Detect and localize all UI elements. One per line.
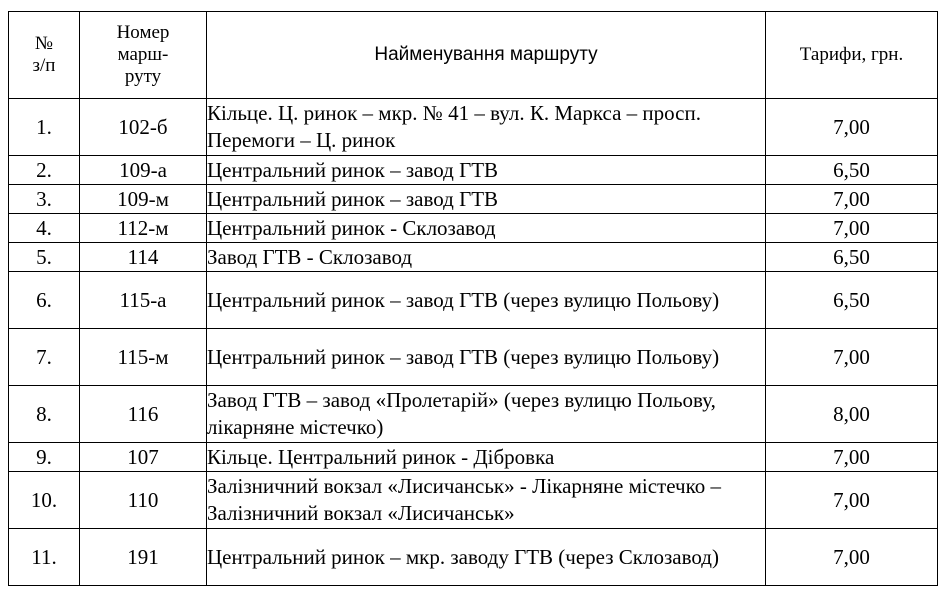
table-row xyxy=(9,185,938,214)
row-num: 1. xyxy=(9,99,80,156)
row-route-number: 109-м xyxy=(80,185,207,214)
row-num: 11. xyxy=(9,529,80,586)
row-route-number: 115-а xyxy=(80,272,207,329)
table-row xyxy=(9,99,938,156)
row-route-number: 102-б xyxy=(80,99,207,156)
row-route-number: 109-а xyxy=(80,156,207,185)
row-tariff: 7,00 xyxy=(766,472,938,529)
table-row xyxy=(9,472,938,529)
table-header-row xyxy=(9,12,938,99)
row-route-name: Завод ГТВ – завод «Пролетарій» (через вулицю Польову, лікарняне містечко) xyxy=(207,386,766,443)
row-tariff: 8,00 xyxy=(766,386,938,443)
row-route-name: Центральний ринок – завод ГТВ (через вулицю Польову) xyxy=(207,329,766,386)
row-num: 5. xyxy=(9,243,80,272)
row-route-number: 112-м xyxy=(80,214,207,243)
table-row xyxy=(9,386,938,443)
row-num: 8. xyxy=(9,386,80,443)
row-tariff: 7,00 xyxy=(766,529,938,586)
table-row xyxy=(9,529,938,586)
row-tariff: 7,00 xyxy=(766,214,938,243)
row-route-name: Залізничний вокзал «Лисичанськ» - Лікарняне містечко – Залізничний вокзал «Лисичанськ» xyxy=(207,472,766,529)
row-tariff: 7,00 xyxy=(766,99,938,156)
table-row xyxy=(9,329,938,386)
row-route-name: Центральний ринок – завод ГТВ (через вулицю Польову) xyxy=(207,272,766,329)
header-tariff: Тарифи, грн. xyxy=(766,12,938,99)
table-row xyxy=(9,243,938,272)
row-route-name: Кільце. Центральний ринок - Дібровка xyxy=(207,443,766,472)
header-route-name: Найменування маршруту xyxy=(207,12,766,99)
row-route-number: 110 xyxy=(80,472,207,529)
table-row xyxy=(9,272,938,329)
row-route-name: Кільце. Ц. ринок – мкр. № 41 – вул. К. Маркса – просп. Перемоги – Ц. ринок xyxy=(207,99,766,156)
row-num: 7. xyxy=(9,329,80,386)
row-tariff: 7,00 xyxy=(766,443,938,472)
table-row xyxy=(9,443,938,472)
row-route-number: 107 xyxy=(80,443,207,472)
row-num: 6. xyxy=(9,272,80,329)
row-route-number: 114 xyxy=(80,243,207,272)
row-route-name: Завод ГТВ - Склозавод xyxy=(207,243,766,272)
row-route-number: 115-м xyxy=(80,329,207,386)
row-route-name: Центральний ринок - Склозавод xyxy=(207,214,766,243)
row-tariff: 6,50 xyxy=(766,243,938,272)
row-tariff: 6,50 xyxy=(766,156,938,185)
routes-tariff-table xyxy=(8,11,938,586)
row-num: 4. xyxy=(9,214,80,243)
row-route-name: Центральний ринок – мкр. заводу ГТВ (через Склозавод) xyxy=(207,529,766,586)
row-route-name: Центральний ринок – завод ГТВ xyxy=(207,156,766,185)
row-route-number: 116 xyxy=(80,386,207,443)
row-num: 10. xyxy=(9,472,80,529)
row-tariff: 7,00 xyxy=(766,329,938,386)
row-num: 9. xyxy=(9,443,80,472)
table-row xyxy=(9,156,938,185)
row-tariff: 7,00 xyxy=(766,185,938,214)
table-row xyxy=(9,214,938,243)
header-num: № з/п xyxy=(9,12,80,99)
row-num: 3. xyxy=(9,185,80,214)
row-tariff: 6,50 xyxy=(766,272,938,329)
row-num: 2. xyxy=(9,156,80,185)
row-route-number: 191 xyxy=(80,529,207,586)
row-route-name: Центральний ринок – завод ГТВ xyxy=(207,185,766,214)
header-route-number: Номер марш-руту xyxy=(80,12,207,99)
